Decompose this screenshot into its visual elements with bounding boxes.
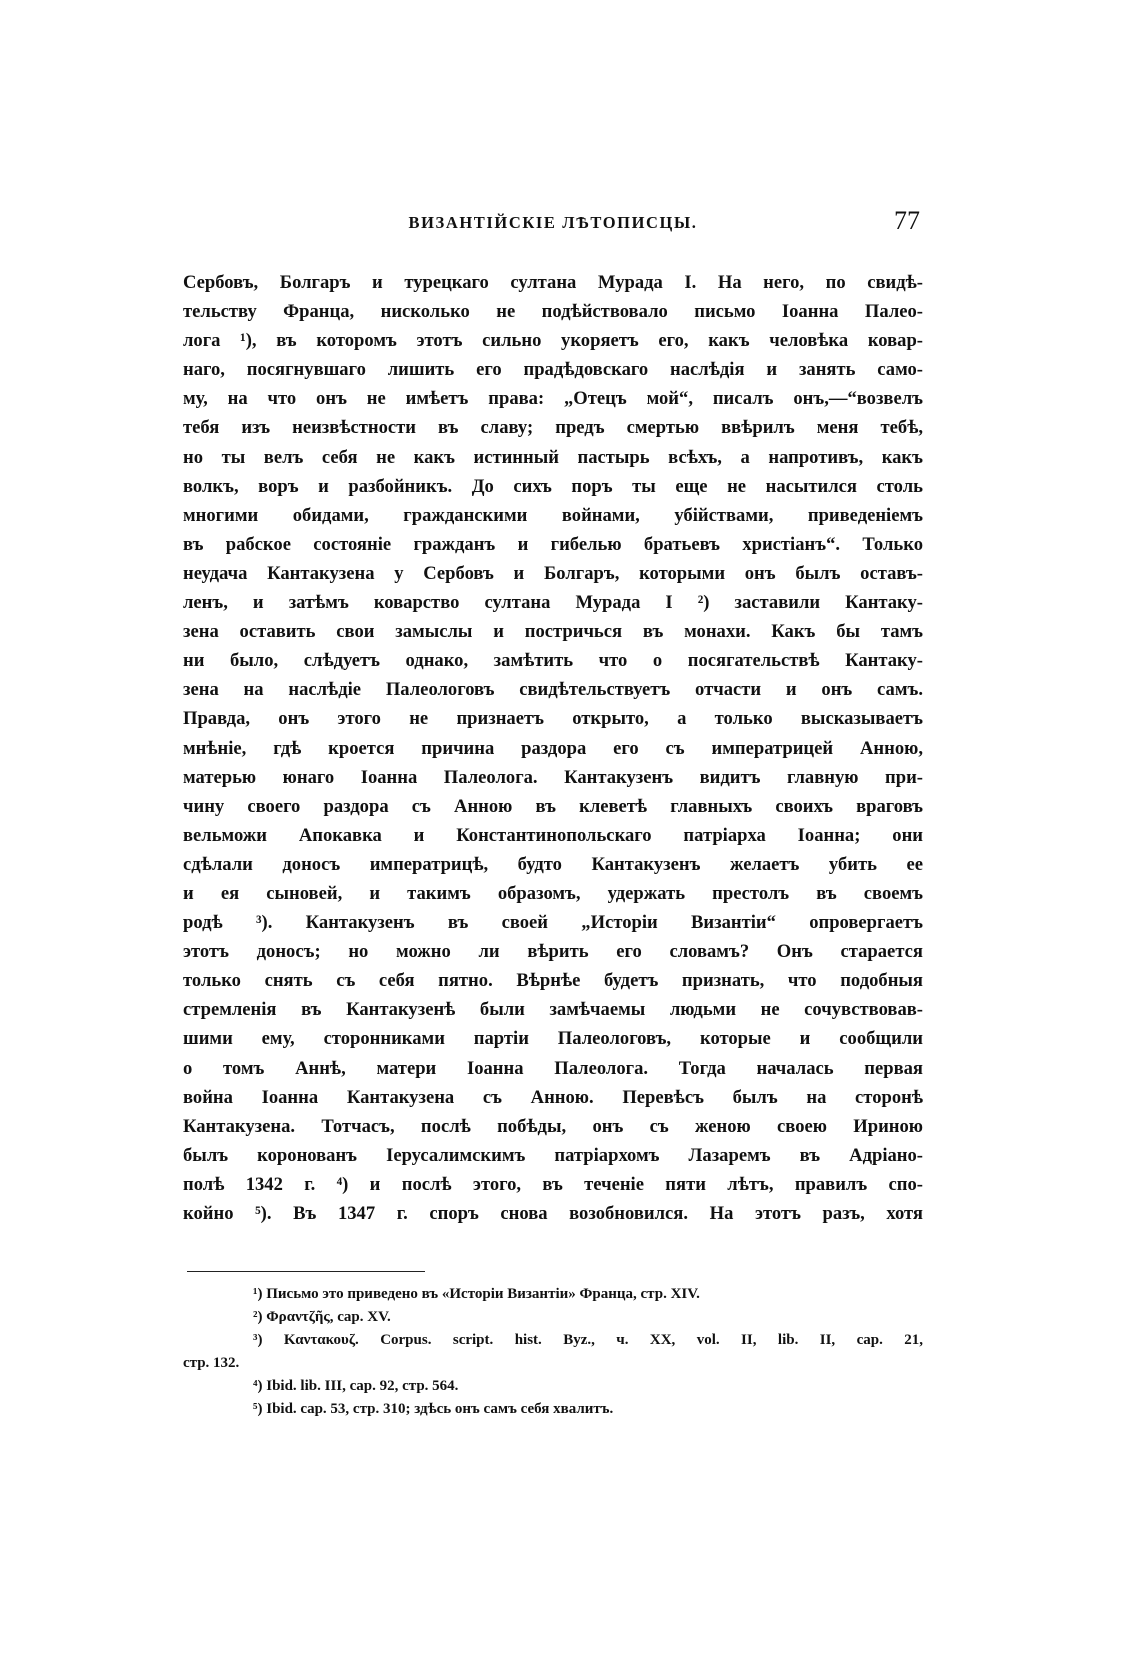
footnote-line: ¹) Письмо это приведено въ «Исторіи Византіи» Франца, стр. XIV. bbox=[253, 1286, 700, 1302]
text-line: Кантакузена. Тотчасъ, послѣ побѣды, онъ съ женою своею Ириною bbox=[183, 1115, 923, 1137]
page-number: 77 bbox=[894, 206, 920, 235]
text-line: койно ⁵). Въ 1347 г. споръ снова возобновился. На этотъ разъ, хотя bbox=[183, 1203, 923, 1224]
text-line: полѣ 1342 г. ⁴) и послѣ этого, въ теченіе пяти лѣтъ, правилъ спо- bbox=[183, 1173, 923, 1195]
text-line: о томъ Аннѣ, матери Іоанна Палеолога. Тогда началась первая bbox=[183, 1057, 923, 1079]
text-line: многими обидами, гражданскими войнами, убійствами, приведеніемъ bbox=[183, 504, 923, 526]
footnote-divider bbox=[187, 1271, 425, 1272]
text-line: наго, посягнувшаго лишить его прадѣдовскаго наслѣдія и занять само- bbox=[183, 359, 923, 381]
text-line: лога ¹), въ которомъ этотъ сильно укоряетъ его, какъ человѣка ковар- bbox=[183, 330, 923, 352]
text-line: неудача Кантакузена у Сербовъ и Болгаръ, которыми онъ былъ оставъ- bbox=[183, 562, 923, 584]
text-line: ленъ, и затѣмъ коварство султана Мурада I ²) заставили Кантаку- bbox=[183, 592, 923, 614]
footnote-line: ⁴) Ibid. lib. III, cap. 92, стр. 564. bbox=[253, 1378, 459, 1394]
text-line: зена на наслѣдіе Палеологовъ свидѣтельствуетъ отчасти и онъ самъ. bbox=[183, 679, 923, 701]
text-line: стремленія въ Кантакузенѣ были замѣчаемы людьми не сочувствовав- bbox=[183, 999, 923, 1021]
text-line: чину своего раздора съ Анною въ клеветѣ главныхъ своихъ враговъ bbox=[183, 795, 923, 817]
text-line: тельству Франца, нисколько не подѣйствовало письмо Іоанна Палео- bbox=[183, 301, 923, 323]
text-line: война Іоанна Кантакузена съ Анною. Перевѣсъ былъ на сторонѣ bbox=[183, 1086, 923, 1108]
text-line: зена оставить свои замыслы и постричься въ монахи. Какъ бы тамъ bbox=[183, 621, 923, 643]
text-line: матерью юнаго Іоанна Палеолога. Кантакузенъ видитъ главную при- bbox=[183, 766, 923, 788]
text-line: Сербовъ, Болгаръ и турецкаго султана Мурада I. На него, по свидѣ- bbox=[183, 272, 923, 293]
text-line: родѣ ³). Кантакузенъ въ своей „Исторіи Византіи“ опровергаетъ bbox=[183, 912, 923, 934]
text-line: волкъ, воръ и разбойникъ. До сихъ поръ ты еще не насытился столь bbox=[183, 475, 923, 497]
running-title: ВИЗАНТІЙСКІЕ ЛѢТОПИСЦЫ. bbox=[408, 213, 698, 232]
text-line: шими ему, сторонниками партіи Палеологовъ, которые и сообщили bbox=[183, 1028, 923, 1050]
text-line: былъ коронованъ Іерусалимскимъ патріархомъ Лазаремъ въ Адріано- bbox=[183, 1144, 923, 1166]
text-line: ни было, слѣдуетъ однако, замѣтить что о посягательствѣ Кантаку- bbox=[183, 650, 923, 672]
footnote-line: ⁵) Ibid. cap. 53, стр. 310; здѣсь онъ самъ себя хвалитъ. bbox=[253, 1401, 614, 1417]
text-line: только снять съ себя пятно. Вѣрнѣе будетъ признать, что подобныя bbox=[183, 970, 923, 992]
text-line: мнѣніе, гдѣ кроется причина раздора его съ императрицей Анною, bbox=[183, 737, 923, 759]
page-header bbox=[186, 206, 920, 240]
text-line: Правда, онъ этого не признаетъ открыто, а только высказываетъ bbox=[183, 708, 923, 730]
text-line: въ рабское состояніе гражданъ и гибелью братьевъ христіанъ“. Только bbox=[183, 533, 923, 555]
text-line: тебя изъ неизвѣстности въ славу; предъ смертью ввѣрилъ меня тебѣ, bbox=[183, 417, 923, 439]
text-line: этотъ доносъ; но можно ли вѣрить его словамъ? Онъ старается bbox=[183, 941, 923, 963]
footnote-line: ³) Καντακουζ. Corpus. script. hist. Byz., ч. XX, vol. II, lib. II, cap. 21, bbox=[253, 1332, 923, 1348]
text-line: но ты велъ себя не какъ истинный пастырь всѣхъ, а напротивъ, какъ bbox=[183, 446, 923, 468]
text-line: и ея сыновей, и такимъ образомъ, удержать престолъ въ своемъ bbox=[183, 882, 923, 904]
text-line: му, на что онъ не имѣетъ права: „Отецъ мой“, писалъ онъ,—“возвелъ bbox=[183, 388, 923, 410]
footnotes bbox=[183, 1283, 923, 1421]
text-line: сдѣлали доносъ императрицѣ, будто Кантакузенъ желаетъ убить ее bbox=[183, 853, 923, 875]
text-line: вельможи Апокавка и Константинопольскаго патріарха Іоанна; они bbox=[183, 824, 923, 846]
footnote-line: ²) Φραντζῆς, cap. XV. bbox=[253, 1309, 391, 1325]
footnote-line: стр. 132. bbox=[183, 1355, 240, 1371]
body-text bbox=[183, 268, 923, 1228]
